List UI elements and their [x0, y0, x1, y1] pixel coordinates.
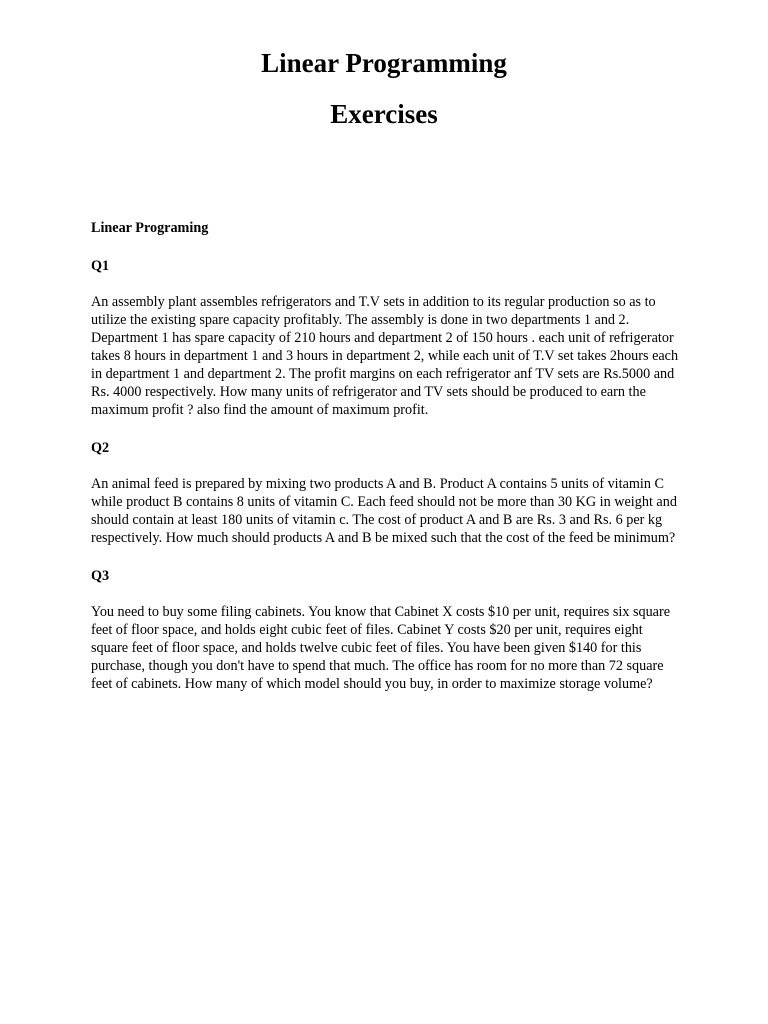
document-subtitle: Exercises	[330, 99, 438, 129]
document-body	[91, 219, 681, 693]
question-label-q2: Q2	[91, 440, 110, 456]
document-title: Linear Programming	[261, 48, 507, 78]
question-label-q3: Q3	[91, 568, 110, 584]
question-label-q1: Q1	[91, 258, 110, 274]
question-text-q1: An assembly plant assembles refrigerators and T.V sets in addition to its regular production so as to utilize the existing spare capacity profitably. The assembly is done in two departments 1 and 2. Department 1 has spare capacity of 210 hours and department 2 of 150 hours . each unit of refrigerator takes 8 hours in department 1 and 3 hours in department 2, while each unit of T.V set takes 2hours each in department 1 and department 2. The profit margins on each refrigerator anf TV sets are Rs.5000 and Rs. 4000 respectively. How many units of refrigerator and TV sets should be produced to earn the maximum profit ? also find the amount of maximum profit.	[91, 294, 679, 418]
question-text-q3: You need to buy some filing cabinets. You know that Cabinet X costs $10 per unit, requires six square feet of floor space, and holds eight cubic feet of files. Cabinet Y costs $20 per unit, requires eight square feet of floor space, and holds twelve cubic feet of files. You have been given $140 for this purchase, though you don't have to spend that much. The office has room for no more than 72 square feet of cabinets. How many of which model should you buy, in order to maximize storage volume?	[91, 604, 670, 692]
section-heading: Linear Programing	[91, 220, 209, 236]
question-text-q2: An animal feed is prepared by mixing two products A and B. Product A contains 5 units of vitamin C while product B contains 8 units of vitamin C. Each feed should not be more than 30 KG in weight and should contain at least 180 units of vitamin c. The cost of product A and B are Rs. 3 and Rs. 6 per kg respectively. How much should products A and B be mixed such that the cost of the feed be minimum?	[91, 476, 677, 546]
